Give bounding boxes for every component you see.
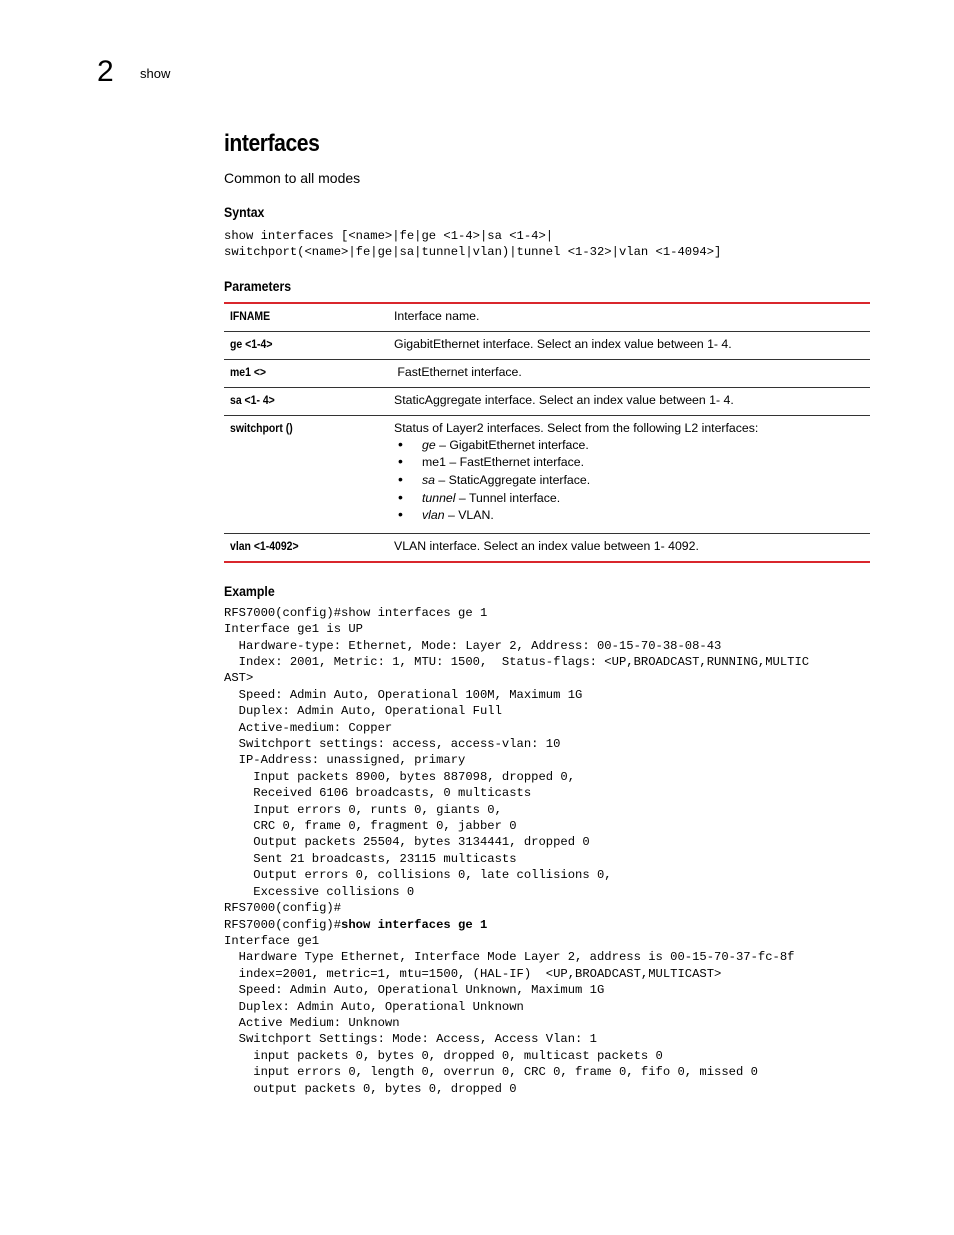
syntax-heading: Syntax [224,204,265,220]
table-row [224,387,870,415]
chapter-number: 2 [97,55,114,88]
parameters-table [224,302,870,563]
example-command-line [224,917,870,933]
command-mode-text: Common to all modes [224,170,361,186]
bullet-icon: • [398,488,403,505]
table-row [224,331,870,359]
example-output-1: RFS7000(config)#show interfaces ge 1 Interface ge1 is UP Hardware-type: Ethernet, Mode: Layer 2, Address: 00-15-70-38-08-43 Index: 2001, Metric: 1, MTU: 1500, Status-flags: <UP,BROADCAST,RUNNING,MULTIC AST> Speed: Admin Auto, Operational 100M, Maximum 1G Duplex: Admin Auto, Operational Full Active-medium: Copper Switchport settings: access, access-vlan: 10 IP-Address: unassigned, primary Input packets 8900, bytes 887098, dropped 0, Received 6106 broadcasts, 0 multicasts Input errors 0, runts 0, giants 0, CRC 0, frame 0, fragment 0, jabber 0 Output packets 25504, bytes 3134441, dropped 0 Sent 21 broadcasts, 23115 multicasts Output errors 0, collisions 0, late collisions 0, Excessive collisions 0 RFS7000(config)# [224,605,810,916]
param-name: sa <1- 4> [230,392,275,407]
list-item: • tunnel – Tunnel interface. [398,488,561,505]
param-desc: FastEthernet interface. [388,359,870,387]
bullet-icon: • [398,435,403,452]
list-item: • me1 – FastEthernet interface. [398,453,584,470]
example-output-2: Interface ge1 Hardware Type Ethernet, Interface Mode Layer 2, address is 00-15-70-37-fc-8f index=2001, metric=1, mtu=1500, (HAL-IF) <UP,BROADCAST,MULTICAST> Speed: Admin Auto, Operational Unknown, Maximum 1G Duplex: Admin Auto, Operational Unknown Active Medium: Unknown Switchport Settings: Mode: Access, Access Vlan: 1 input packets 0, bytes 0, dropped 0, multicast packets 0 input errors 0, length 0, overrun 0, CRC 0, frame 0, fifo 0, missed 0 output packets 0, bytes 0, dropped 0 [224,933,795,1096]
main-content [224,130,870,1097]
param-name: switchport () [230,420,293,435]
chapter-name: show [140,66,171,81]
param-name: ge <1-4> [230,336,273,351]
list-item: • ge – GigabitEthernet interface. [398,435,589,452]
command: show interfaces ge 1 [341,917,488,932]
example-code-block [224,605,870,1097]
param-desc: Status of Layer2 interfaces. Select from the following L2 interfaces: [394,420,759,435]
param-desc: Interface name. [388,303,870,332]
table-row [224,359,870,387]
prompt: RFS7000(config)# [224,917,342,932]
list-item: • sa – StaticAggregate interface. [398,471,591,487]
param-desc: StaticAggregate interface. Select an index value between 1- 4. [388,387,870,415]
section-title: interfaces [224,130,320,157]
param-desc: VLAN interface. Select an index value between 1- 4092. [394,538,699,553]
list-item: • vlan – VLAN. [398,506,494,523]
syntax-block [224,228,870,261]
param-name: IFNAME [230,308,271,323]
bullet-icon: • [398,506,403,523]
table-row [224,303,870,332]
param-desc: GigabitEthernet interface. Select an index value between 1- 4. [388,331,870,359]
param-name: me1 <> [230,364,267,379]
bullet-icon: • [398,453,403,470]
l2-interface-list [394,437,864,525]
param-name: vlan <1-4092> [230,538,299,553]
parameters-heading: Parameters [224,277,292,294]
table-row [224,533,870,562]
syntax-line-2: switchport(<name>|fe|ge|sa|tunnel|vlan)|tunnel <1-32>|vlan <1-4094>] [224,245,722,260]
example-heading: Example [224,582,275,599]
syntax-line-1: show interfaces [<name>|fe|ge <1-4>|sa <1-4>| [224,229,554,243]
table-row [224,415,870,533]
bullet-icon: • [398,471,403,487]
